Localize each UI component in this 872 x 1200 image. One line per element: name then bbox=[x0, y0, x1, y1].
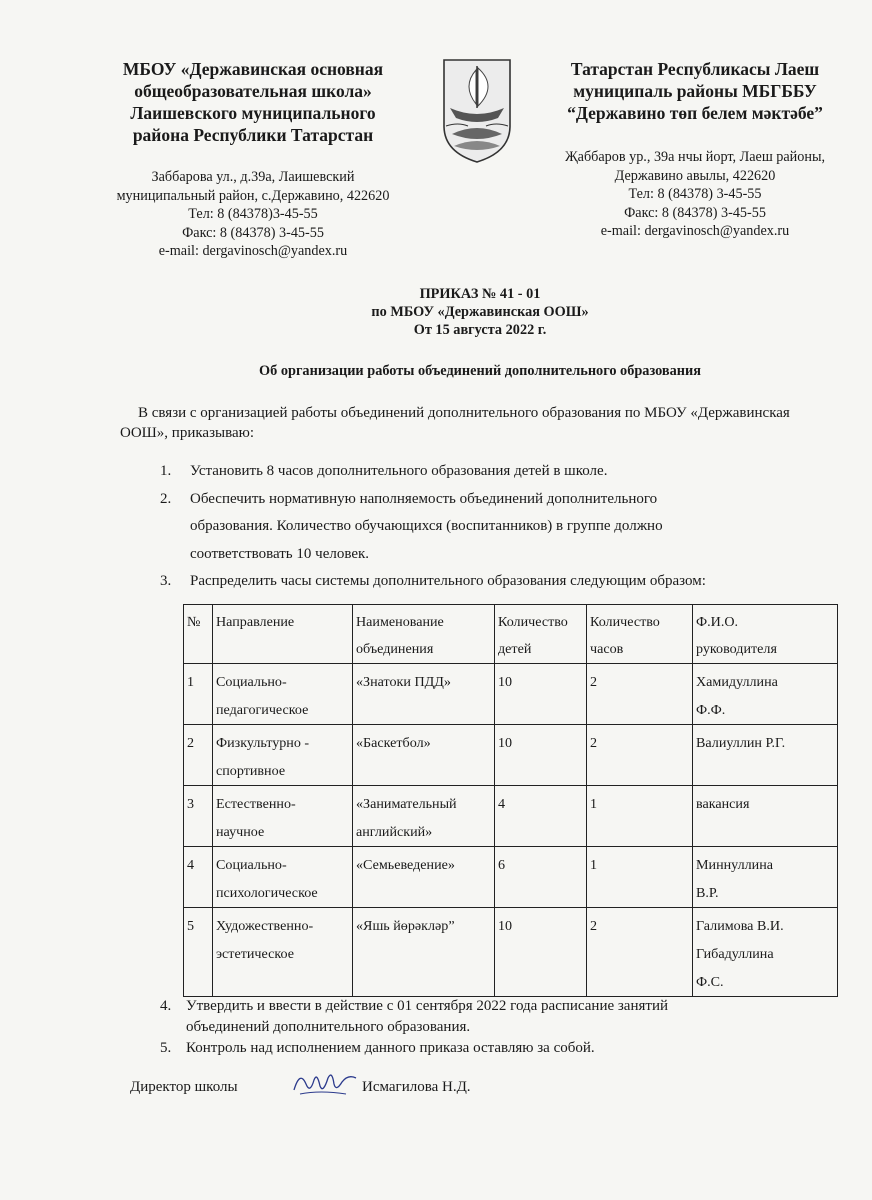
cell-text-line: «Семьеведение» bbox=[356, 857, 455, 873]
cell-text-line: научное bbox=[216, 824, 265, 840]
cell-text-line: 10 bbox=[498, 674, 513, 690]
table-header-cell bbox=[184, 605, 213, 664]
school-address-tt bbox=[530, 148, 860, 241]
cell-text-line: 5 bbox=[187, 918, 195, 934]
signature-name: Исмагилова Н.Д. bbox=[362, 1079, 471, 1095]
table-cell bbox=[213, 664, 353, 725]
order-subject: Об организации работы объединений дополнительного образования bbox=[259, 363, 701, 379]
item-number: 2. bbox=[160, 490, 172, 507]
order-items-list-continued bbox=[160, 996, 800, 1059]
order-item bbox=[160, 568, 800, 596]
table-cell bbox=[184, 664, 213, 725]
table-cell bbox=[184, 908, 213, 997]
table-cell bbox=[353, 908, 495, 997]
coat-of-arms-icon bbox=[438, 56, 516, 164]
text-line: Тел: 8 (84378) 3-45-55 bbox=[628, 186, 762, 202]
table-cell bbox=[587, 786, 693, 847]
table-cell bbox=[353, 725, 495, 786]
order-date: От 15 августа 2022 г. bbox=[413, 322, 547, 338]
cell-text-line: 4 bbox=[498, 796, 506, 812]
order-item bbox=[160, 996, 800, 1037]
cell-text-line: Миннуллина bbox=[696, 857, 773, 873]
signature-position: Директор школы bbox=[130, 1079, 238, 1095]
cell-text-line: 4 bbox=[187, 857, 195, 873]
cell-text-line: Галимова В.И. bbox=[696, 918, 784, 934]
cell-text-line: Валиуллин Р.Г. bbox=[696, 735, 786, 751]
school-name-ru bbox=[88, 58, 418, 146]
cell-text-line: 3 bbox=[187, 796, 195, 812]
text-line: общеобразовательная школа» bbox=[134, 81, 372, 101]
table-header-cell bbox=[587, 605, 693, 664]
table-header-row bbox=[184, 605, 838, 664]
cell-text-line: психологическое bbox=[216, 885, 318, 901]
cell-text-line: «Занимательный bbox=[356, 796, 457, 812]
table-cell bbox=[213, 786, 353, 847]
cell-text-line: Художественно- bbox=[216, 918, 314, 934]
text-line: e-mail: dergavinosch@yandex.ru bbox=[600, 223, 790, 239]
table-cell bbox=[495, 847, 587, 908]
table-cell bbox=[587, 908, 693, 997]
header-right bbox=[530, 58, 860, 241]
table-row bbox=[184, 786, 838, 847]
text-line: Тел: 8 (84378)3-45-55 bbox=[188, 206, 318, 222]
cell-text-line: «Знатоки ПДД» bbox=[356, 674, 451, 690]
cell-text-line: руководителя bbox=[696, 641, 777, 657]
cell-text-line: Социально- bbox=[216, 857, 287, 873]
cell-text-line: 2 bbox=[590, 918, 598, 934]
table-header-cell bbox=[693, 605, 838, 664]
cell-text-line: «Баскетбол» bbox=[356, 735, 431, 751]
item-text-line: Распределить часы системы дополнительного образования следующим образом: bbox=[190, 573, 706, 589]
table-cell bbox=[693, 847, 838, 908]
cell-text-line: Хамидуллина bbox=[696, 674, 778, 690]
order-item bbox=[160, 486, 800, 569]
order-heading bbox=[200, 285, 760, 339]
table-cell bbox=[213, 847, 353, 908]
order-items-list bbox=[160, 458, 800, 596]
cell-text-line: Физкультурно - bbox=[216, 735, 310, 751]
order-organization: по МБОУ «Державинская ООШ» bbox=[371, 304, 589, 320]
item-number: 5. bbox=[160, 1040, 172, 1056]
item-text-line: Установить 8 часов дополнительного образования детей в школе. bbox=[190, 463, 608, 479]
table-cell bbox=[693, 908, 838, 997]
cell-text-line: вакансия bbox=[696, 796, 750, 812]
table-cell bbox=[184, 786, 213, 847]
cell-text-line: Естественно- bbox=[216, 796, 296, 812]
cell-text-line: Количество bbox=[498, 614, 568, 630]
cell-text-line: 10 bbox=[498, 918, 513, 934]
cell-text-line: 2 bbox=[590, 735, 598, 751]
table-cell bbox=[587, 725, 693, 786]
text-line: МБОУ «Державинская основная bbox=[122, 59, 384, 79]
intro-paragraph: В связи с организацией работы объединений дополнительного образования по МБОУ «Державинская ООШ», приказываю: bbox=[120, 405, 790, 441]
table-cell bbox=[587, 847, 693, 908]
table-cell bbox=[213, 725, 353, 786]
cell-text-line: английский» bbox=[356, 824, 433, 840]
order-number: ПРИКАЗ № 41 - 01 bbox=[419, 286, 541, 302]
table-row bbox=[184, 847, 838, 908]
text-line: Лаишевского муниципального bbox=[130, 103, 376, 123]
item-text-line: Контроль над исполнением данного приказа оставляю за собой. bbox=[186, 1040, 595, 1056]
table-header-cell bbox=[353, 605, 495, 664]
table-cell bbox=[184, 847, 213, 908]
cell-text-line: 1 bbox=[187, 674, 195, 690]
cell-text-line: объединения bbox=[356, 641, 434, 657]
table-cell bbox=[495, 908, 587, 997]
hours-distribution-table bbox=[183, 604, 838, 997]
table-cell bbox=[495, 725, 587, 786]
text-line: района Республики Татарстан bbox=[132, 125, 374, 145]
item-text-line: Утвердить и ввести в действие с 01 сентября 2022 года расписание занятий bbox=[186, 998, 668, 1014]
cell-text-line: эстетическое bbox=[216, 946, 294, 962]
school-name-tt bbox=[530, 58, 860, 124]
cell-text-line: Направление bbox=[216, 614, 295, 630]
cell-text-line: детей bbox=[498, 641, 532, 657]
table-row bbox=[184, 664, 838, 725]
cell-text-line: Ф.И.О. bbox=[696, 614, 739, 630]
table-row bbox=[184, 908, 838, 997]
cell-text-line: 1 bbox=[590, 857, 598, 873]
item-number: 1. bbox=[160, 463, 172, 479]
item-text-line: объединений дополнительного образования. bbox=[186, 1018, 471, 1035]
item-text-line: Обеспечить нормативную наполняемость объединений дополнительного bbox=[190, 490, 658, 507]
item-number: 3. bbox=[160, 573, 172, 589]
text-line: Факс: 8 (84378) 3-45-55 bbox=[624, 204, 766, 221]
table-cell bbox=[693, 786, 838, 847]
cell-text-line: 6 bbox=[498, 857, 506, 873]
item-text-line: образования. Количество обучающихся (воспитанников) в группе должно bbox=[190, 518, 663, 534]
table-header-cell bbox=[495, 605, 587, 664]
table-cell bbox=[587, 664, 693, 725]
cell-text-line: педагогическое bbox=[216, 702, 309, 718]
order-item bbox=[160, 458, 800, 486]
table-cell bbox=[495, 664, 587, 725]
cell-text-line: В.Р. bbox=[696, 885, 719, 901]
cell-text-line: Количество bbox=[590, 614, 660, 630]
text-line: Державино авылы, 422620 bbox=[614, 167, 776, 184]
text-line: Заббарова ул., д.39а, Лаишевский bbox=[151, 169, 355, 185]
cell-text-line: «Яшь йөрәкләр” bbox=[356, 918, 455, 934]
cell-text-line: часов bbox=[590, 641, 624, 657]
cell-text-line: 1 bbox=[590, 796, 598, 812]
cell-text-line: Ф.Ф. bbox=[696, 702, 726, 718]
text-line: e-mail: dergavinosch@yandex.ru bbox=[158, 243, 348, 259]
text-line: Факс: 8 (84378) 3-45-55 bbox=[182, 224, 324, 241]
table-header-cell bbox=[213, 605, 353, 664]
order-item bbox=[160, 1038, 800, 1059]
table-cell bbox=[693, 664, 838, 725]
table-row bbox=[184, 725, 838, 786]
text-line: “Державино төп белем мәктәбе” bbox=[567, 103, 823, 123]
table-cell bbox=[353, 664, 495, 725]
text-line: Татарстан Республикасы Лаеш bbox=[570, 59, 820, 79]
table-cell bbox=[693, 725, 838, 786]
cell-text-line: Гибадуллина bbox=[696, 946, 774, 962]
table-cell bbox=[353, 786, 495, 847]
table-cell bbox=[353, 847, 495, 908]
text-line: Җаббаров ур., 39а нчы йорт, Лаеш районы, bbox=[564, 149, 826, 165]
table-cell bbox=[495, 786, 587, 847]
cell-text-line: Ф.С. bbox=[696, 974, 724, 990]
table-cell bbox=[184, 725, 213, 786]
handwritten-signature bbox=[290, 1064, 360, 1100]
cell-text-line: 10 bbox=[498, 735, 513, 751]
cell-text-line: № bbox=[187, 614, 201, 630]
text-line: муниципальный район, с.Державино, 422620 bbox=[116, 187, 390, 204]
item-number: 4. bbox=[160, 998, 172, 1014]
header-left bbox=[88, 58, 418, 261]
text-line: муниципаль районы МБГББУ bbox=[573, 81, 817, 101]
cell-text-line: 2 bbox=[187, 735, 195, 751]
item-text-line: соответствовать 10 человек. bbox=[190, 545, 370, 562]
cell-text-line: Социально- bbox=[216, 674, 287, 690]
cell-text-line: Наименование bbox=[356, 614, 444, 630]
cell-text-line: спортивное bbox=[216, 763, 286, 779]
table-cell bbox=[213, 908, 353, 997]
school-address-ru bbox=[88, 168, 418, 261]
cell-text-line: 2 bbox=[590, 674, 598, 690]
